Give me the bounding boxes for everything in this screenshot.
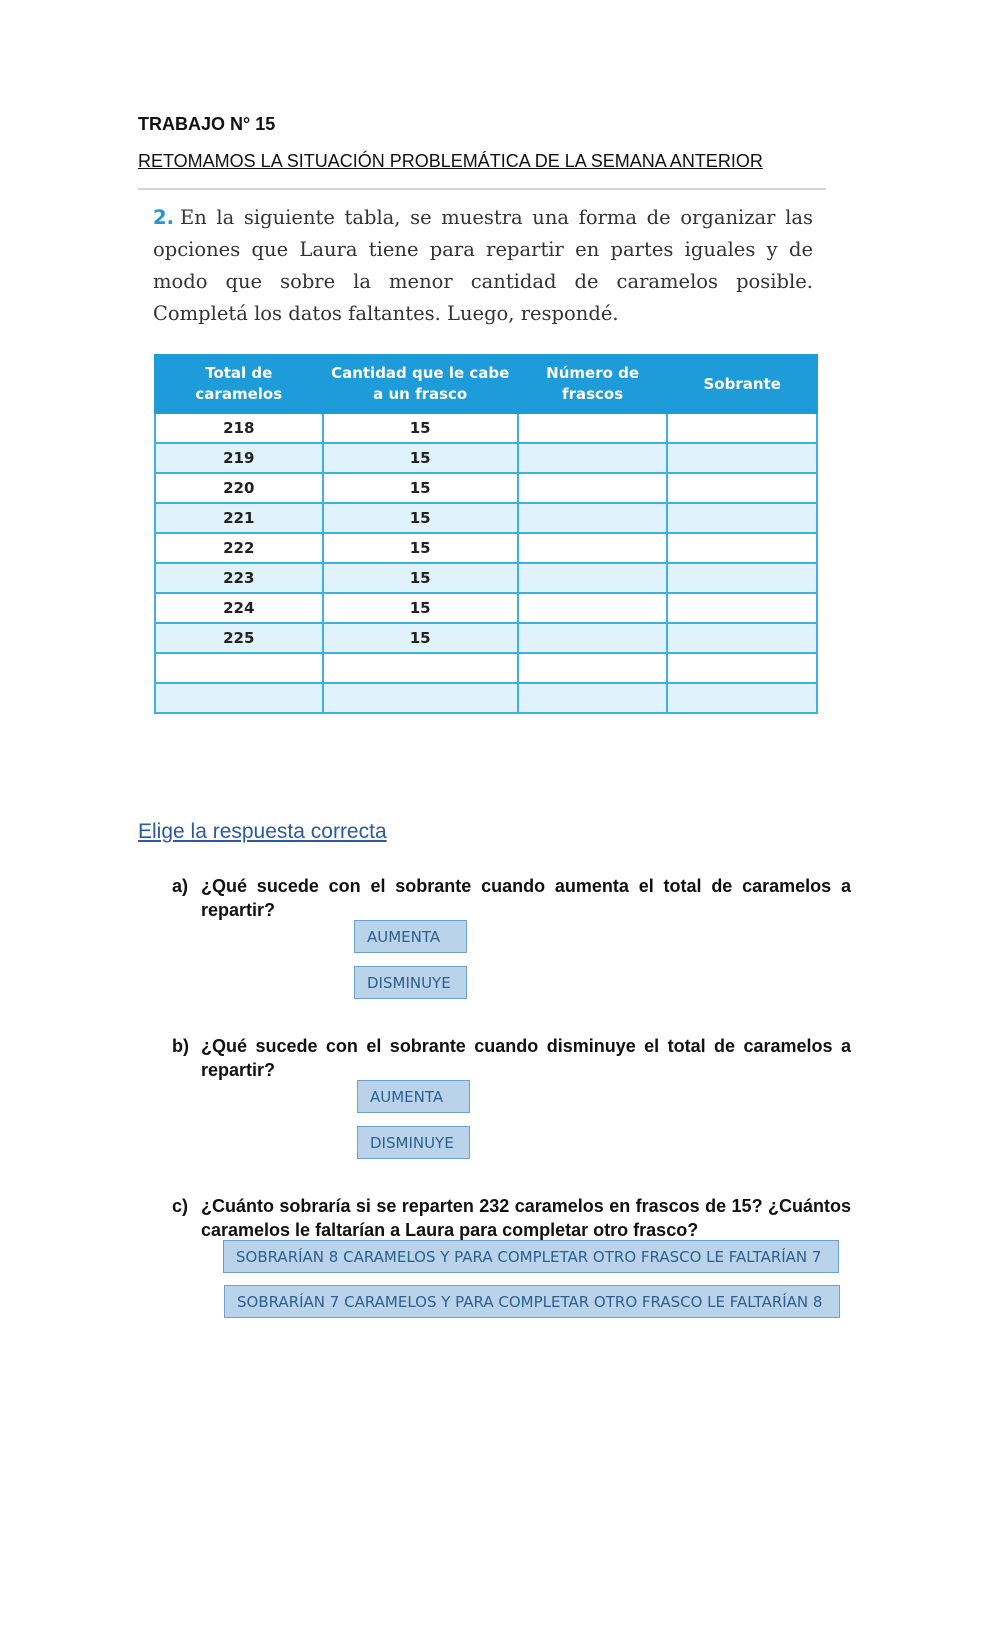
table-row — [155, 443, 817, 473]
question-letter: c) — [172, 1196, 189, 1216]
capacity-cell: 15 — [323, 623, 518, 653]
capacity-cell[interactable] — [323, 653, 518, 683]
capacity-cell: 15 — [323, 533, 518, 563]
textbook-excerpt — [138, 188, 826, 740]
option-b-aumenta[interactable]: AUMENTA — [357, 1080, 470, 1113]
page-subtitle: RETOMAMOS LA SITUACIÓN PROBLEMÁTICA DE LA SEMANA ANTERIOR — [138, 151, 763, 171]
total-cell[interactable] — [155, 683, 323, 713]
capacity-cell[interactable] — [323, 683, 518, 713]
header-cantidad-frasco: Cantidad que le cabe a un frasco — [323, 355, 518, 413]
jars-cell[interactable] — [518, 593, 668, 623]
problem-number: 2. — [153, 206, 174, 229]
question-text: ¿Cuánto sobraría si se reparten 232 caramelos en frascos de 15? ¿Cuántos caramelos le faltarían a Laura para completar otro frasco? — [201, 1196, 851, 1240]
option-a-aumenta[interactable]: AUMENTA — [354, 920, 467, 953]
header-sobrante: Sobrante — [667, 355, 817, 413]
total-cell[interactable] — [155, 653, 323, 683]
table-row — [155, 623, 817, 653]
remainder-cell[interactable] — [667, 533, 817, 563]
table-row — [155, 503, 817, 533]
total-cell: 218 — [155, 413, 323, 443]
page-title: TRABAJO N° 15 — [138, 114, 276, 134]
option-a-disminuye[interactable]: DISMINUYE — [354, 966, 467, 999]
total-cell: 220 — [155, 473, 323, 503]
capacity-cell: 15 — [323, 563, 518, 593]
table-row — [155, 653, 817, 683]
header-total-caramelos: Total de caramelos — [155, 355, 323, 413]
remainder-cell[interactable] — [667, 683, 817, 713]
remainder-cell[interactable] — [667, 413, 817, 443]
total-cell: 219 — [155, 443, 323, 473]
question-text: ¿Qué sucede con el sobrante cuando disminuye el total de caramelos a repartir? — [201, 1036, 851, 1080]
total-cell: 225 — [155, 623, 323, 653]
jars-cell[interactable] — [518, 533, 668, 563]
jars-cell[interactable] — [518, 683, 668, 713]
jars-cell[interactable] — [518, 443, 668, 473]
question-b — [172, 1034, 862, 1084]
table-row — [155, 563, 817, 593]
table-header-row — [155, 355, 817, 413]
capacity-cell: 15 — [323, 413, 518, 443]
total-cell: 224 — [155, 593, 323, 623]
instruction-heading: Elige la respuesta correcta — [138, 820, 387, 843]
remainder-cell[interactable] — [667, 503, 817, 533]
table-row — [155, 473, 817, 503]
jars-cell[interactable] — [518, 503, 668, 533]
jars-cell[interactable] — [518, 413, 668, 443]
capacity-cell: 15 — [323, 593, 518, 623]
candy-table — [154, 354, 818, 714]
option-c-second[interactable]: SOBRARÍAN 7 CARAMELOS Y PARA COMPLETAR OTRO FRASCO LE FALTARÍAN 8 — [224, 1285, 840, 1318]
remainder-cell[interactable] — [667, 593, 817, 623]
capacity-cell: 15 — [323, 503, 518, 533]
capacity-cell: 15 — [323, 473, 518, 503]
table-row — [155, 533, 817, 563]
jars-cell[interactable] — [518, 653, 668, 683]
option-b-disminuye[interactable]: DISMINUYE — [357, 1126, 470, 1159]
total-cell: 221 — [155, 503, 323, 533]
jars-cell[interactable] — [518, 623, 668, 653]
jars-cell[interactable] — [518, 563, 668, 593]
question-a — [172, 874, 862, 924]
question-text: ¿Qué sucede con el sobrante cuando aumenta el total de caramelos a repartir? — [201, 876, 851, 920]
remainder-cell[interactable] — [667, 623, 817, 653]
table-row — [155, 593, 817, 623]
question-letter: b) — [172, 1036, 189, 1056]
problem-statement — [153, 202, 813, 330]
table-row — [155, 683, 817, 713]
total-cell: 222 — [155, 533, 323, 563]
jars-cell[interactable] — [518, 473, 668, 503]
header-numero-frascos: Número de frascos — [518, 355, 668, 413]
capacity-cell: 15 — [323, 443, 518, 473]
total-cell: 223 — [155, 563, 323, 593]
table-row — [155, 413, 817, 443]
option-c-first[interactable]: SOBRARÍAN 8 CARAMELOS Y PARA COMPLETAR OTRO FRASCO LE FALTARÍAN 7 — [223, 1240, 839, 1273]
remainder-cell[interactable] — [667, 653, 817, 683]
problem-text: En la siguiente tabla, se muestra una forma de organizar las opciones que Laura tiene para repartir en partes iguales y de modo que sobre la menor cantidad de caramelos posible. Completá los datos faltantes. Luego, respondé. — [153, 206, 813, 325]
question-c — [172, 1194, 862, 1244]
remainder-cell[interactable] — [667, 473, 817, 503]
remainder-cell[interactable] — [667, 443, 817, 473]
remainder-cell[interactable] — [667, 563, 817, 593]
question-letter: a) — [172, 876, 189, 896]
